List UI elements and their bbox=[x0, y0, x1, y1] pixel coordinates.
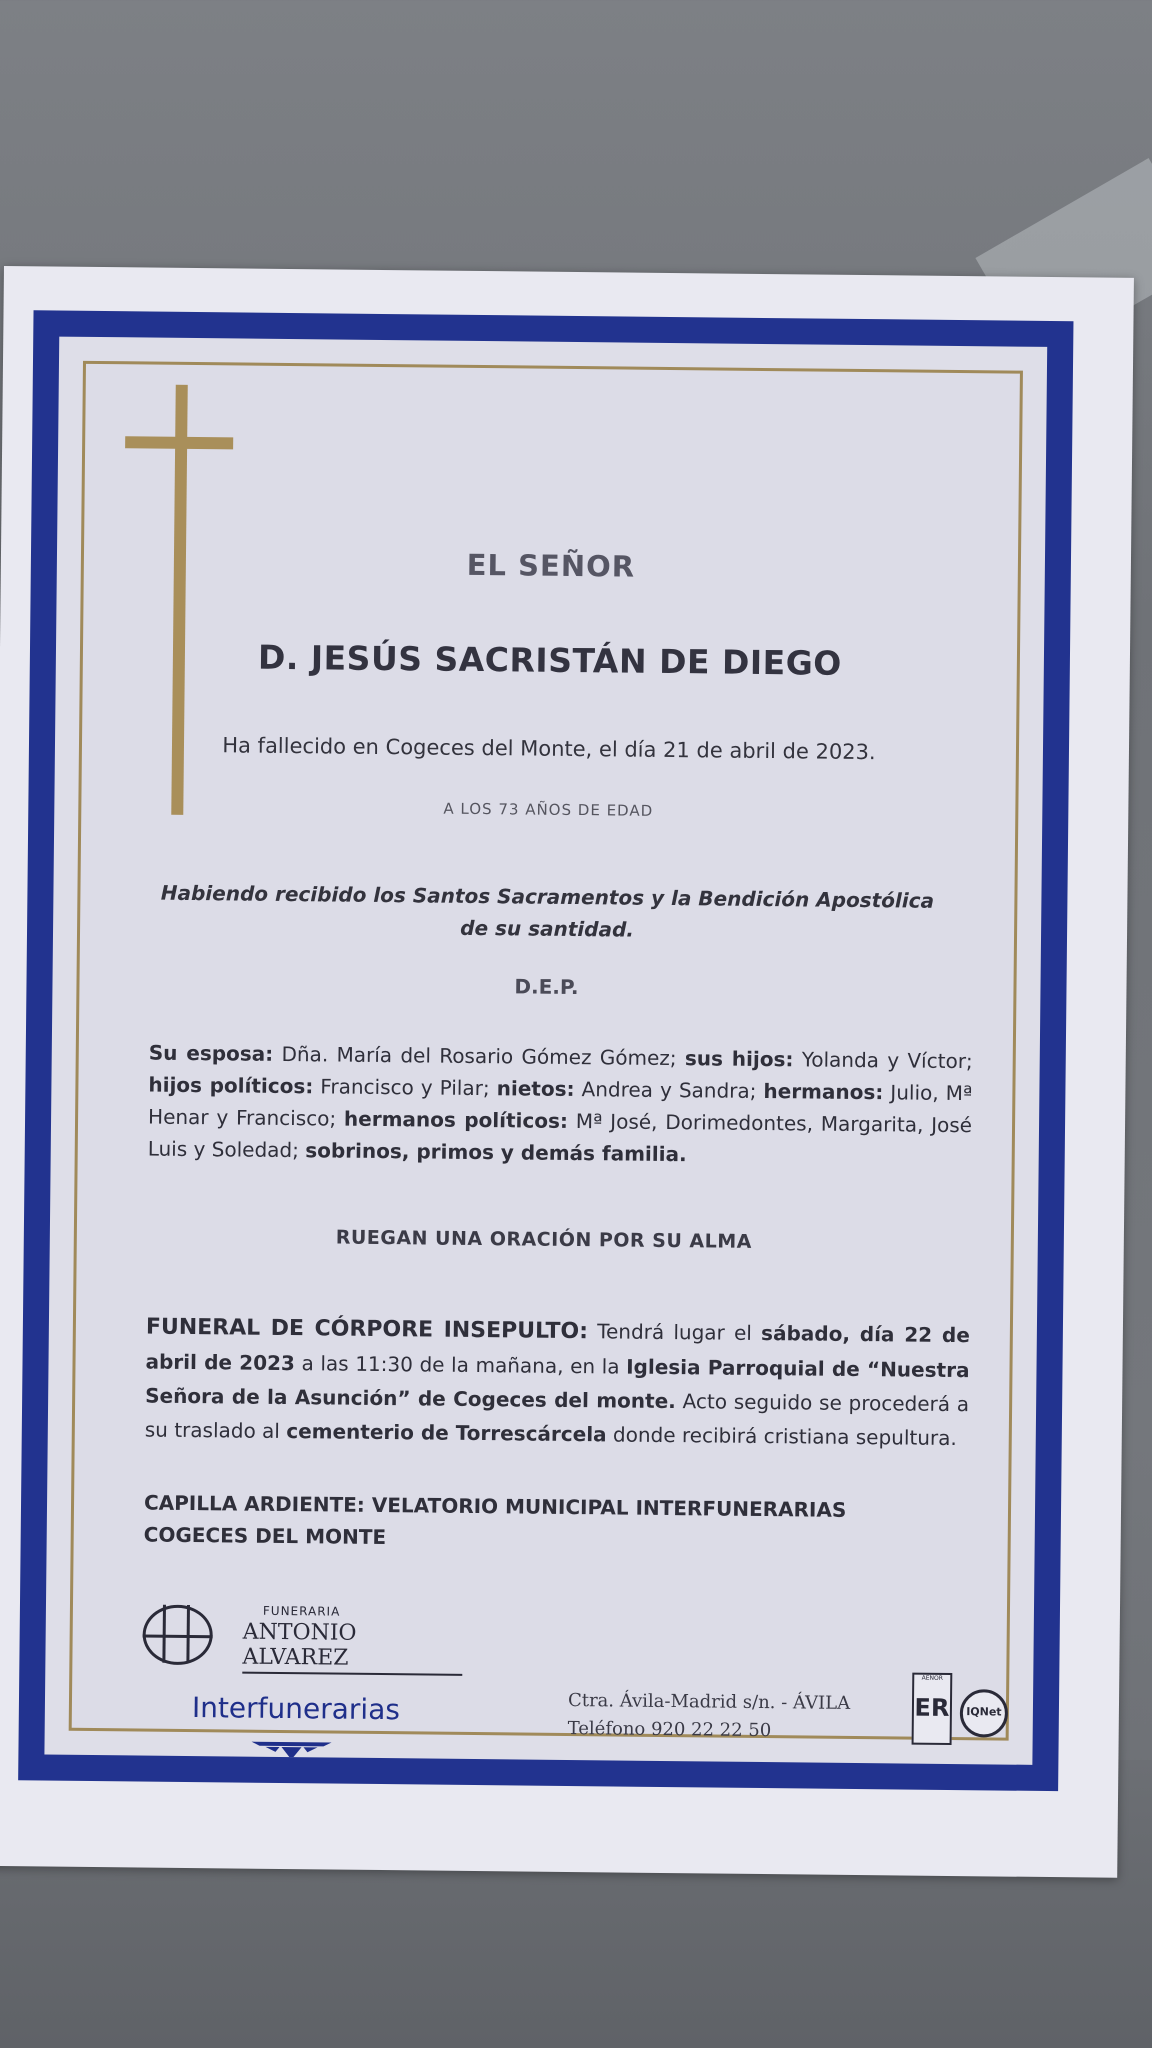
funeral-church: Iglesia Parroquial de “Nuestra Señora de la Asunción” de Cogeces del monte. bbox=[145, 1354, 970, 1414]
blue-border-frame bbox=[18, 310, 1073, 1791]
aenor-caption: AENOR bbox=[921, 1674, 943, 1682]
age-statement: A LOS 73 AÑOS DE EDAD bbox=[443, 799, 654, 820]
funeral-date: sábado, día 22 de abril de 2023 bbox=[145, 1320, 970, 1376]
phone-line: Teléfono 920 22 22 50 bbox=[567, 1717, 772, 1742]
aenor-letters: ER bbox=[914, 1693, 950, 1722]
iqnet-text: IQNet bbox=[966, 1705, 1002, 1719]
label-hermanos: hermanos: bbox=[763, 1078, 884, 1105]
hijos-politicos-value: Francisco y Pilar; bbox=[313, 1074, 497, 1101]
inner-gold-frame bbox=[69, 361, 1023, 1741]
chapel-info bbox=[144, 1487, 969, 1560]
death-statement: Ha fallecido en Cogeces del Monte, el día 21 de abril de 2023. bbox=[222, 733, 876, 765]
hijos-value: Yolanda y Víctor; bbox=[793, 1047, 973, 1074]
iqnet-cert-icon bbox=[960, 1689, 1009, 1738]
label-demas-familia: sobrinos, primos y demás familia. bbox=[305, 1138, 687, 1167]
funeral-home-address bbox=[568, 1687, 851, 1746]
label-nietos: nietos: bbox=[496, 1076, 575, 1102]
label-esposa: Su esposa: bbox=[148, 1040, 274, 1066]
funeral-text-2: a las 11:30 de la mañana, en la bbox=[294, 1351, 627, 1379]
interfunerarias-logo-text: Interfunerarias bbox=[191, 1691, 401, 1727]
notice-title: EL SEÑOR bbox=[466, 547, 636, 584]
cross-icon-bar bbox=[125, 436, 233, 449]
deceased-name: D. JESÚS SACRISTÁN DE DIEGO bbox=[257, 637, 843, 683]
address-line: Ctra. Ávila-Madrid s/n. - ÁVILA bbox=[567, 1689, 851, 1714]
label-hermanos-politicos: hermanos políticos: bbox=[343, 1106, 569, 1133]
sacraments-line-2: de su santidad. bbox=[460, 915, 635, 942]
prayer-request: RUEGAN UNA ORACIÓN POR SU ALMA bbox=[335, 1226, 753, 1253]
funeraria-label: FUNERARIA bbox=[262, 1603, 341, 1619]
label-hijos: sus hijos: bbox=[684, 1046, 794, 1072]
funeral-text-1: Tendrá lugar el bbox=[587, 1319, 762, 1345]
funeral-text-3: Acto seguido se procederá a su traslado al bbox=[144, 1389, 970, 1444]
family-paragraph bbox=[148, 1037, 973, 1174]
aenor-cert-icon bbox=[912, 1673, 953, 1745]
chapel-line-2: COGECES DEL MONTE bbox=[143, 1522, 387, 1550]
label-hijos-politicos: hijos políticos: bbox=[148, 1072, 314, 1099]
hermanos-value: Julio, Mª Henar y Francisco; bbox=[147, 1080, 973, 1131]
chapel-line-1: CAPILLA ARDIENTE: VELATORIO MUNICIPAL INTERFUNERARIAS bbox=[143, 1490, 847, 1522]
esposa-value: Dña. María del Rosario Gómez Gómez; bbox=[273, 1041, 686, 1071]
nietos-value: Andrea y Sandra; bbox=[574, 1077, 764, 1103]
hermanos-politicos-value: Mª José, Dorimedontes, Margarita, José Luis y Soledad; bbox=[147, 1108, 973, 1163]
funeral-cemetery: cementerio de Torrescárcela bbox=[286, 1419, 607, 1447]
funeral-home-logo bbox=[141, 1599, 463, 1772]
sacraments-statement bbox=[80, 876, 1015, 950]
funeral-heading: FUNERAL DE CÓRPORE INSEPULTO: bbox=[145, 1314, 589, 1345]
interfunerarias-mark-icon bbox=[251, 1740, 331, 1759]
sacraments-line-1: Habiendo recibido los Santos Sacramentos y la Bendición Apostólica bbox=[160, 880, 935, 913]
obituary-notice bbox=[0, 266, 1134, 1878]
funeraria-name: ANTONIO ALVAREZ bbox=[242, 1620, 463, 1676]
funeral-paragraph bbox=[145, 1310, 970, 1456]
dep-text: D.E.P. bbox=[514, 974, 579, 1000]
funeral-text-4: donde recibirá cristiana sepultura. bbox=[606, 1422, 957, 1451]
